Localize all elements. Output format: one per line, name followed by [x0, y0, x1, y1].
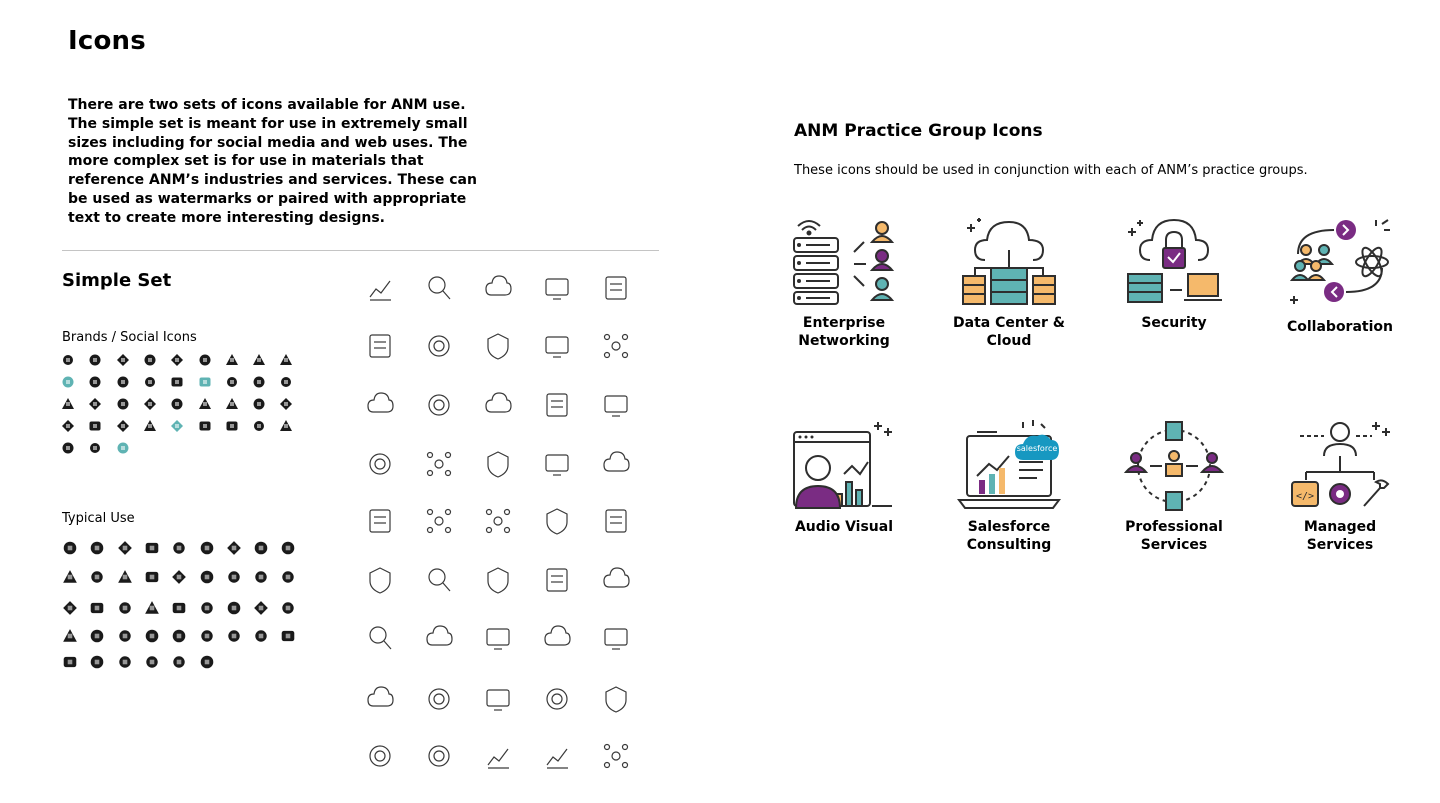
gear-icon: [117, 628, 133, 644]
screen-search-icon: [484, 390, 512, 420]
tree-icon: [88, 419, 102, 433]
bolt-icon: [117, 600, 133, 616]
image-icon: [171, 569, 187, 585]
shield-key-icon: [425, 565, 453, 595]
org-chart-icon: [602, 506, 630, 536]
battery-charge-icon: [484, 741, 512, 771]
pinterest-icon: [61, 397, 75, 411]
brands-social-label: Brands / Social Icons: [62, 330, 197, 345]
collaboration-icon: [1288, 214, 1392, 308]
list-icon: [89, 600, 105, 616]
angle-double-up-icon: [171, 654, 187, 670]
security-icon: [1122, 214, 1226, 308]
mobile-shop-icon: [602, 449, 630, 479]
antenna-tower-icon: [602, 741, 630, 771]
practice-group-label: Enterprise Networking: [798, 315, 890, 349]
messenger-icon: [88, 375, 102, 389]
chat-bubbles-icon: [543, 506, 571, 536]
email-cursor-icon: [484, 506, 512, 536]
simple-set-title: Simple Set: [62, 270, 172, 291]
undo-icon: [199, 628, 215, 644]
edge-icon: [170, 375, 184, 389]
paypal-icon: [252, 375, 266, 389]
practice-group-collaboration: [1270, 214, 1410, 336]
user-icon: [253, 540, 269, 556]
devices-icon: [543, 390, 571, 420]
laptop-icon: [144, 569, 160, 585]
practice-group-label: Salesforce Consulting: [966, 519, 1052, 553]
coffee-icon: [226, 540, 242, 556]
rss-icon: [89, 654, 105, 670]
practice-group-salesforce-consulting: [939, 418, 1079, 554]
page-title: Icons: [68, 26, 146, 56]
practice-group-label: Data Center & Cloud: [953, 315, 1065, 349]
salesforce-consulting-icon: [957, 418, 1061, 512]
pie-chart-icon: [117, 569, 133, 585]
cloud-monitor-icon: [366, 565, 394, 595]
calendar-check-icon: [62, 600, 78, 616]
practice-group-title: ANM Practice Group Icons: [794, 121, 1043, 141]
react-icon: [116, 397, 130, 411]
windows-icon: [279, 419, 293, 433]
professional-services-icon: [1122, 418, 1226, 512]
printer-icon: [484, 449, 512, 479]
network-devices-icon: [425, 331, 453, 361]
wikipedia-icon: [252, 419, 266, 433]
cloud-connect-icon: [602, 684, 630, 714]
transfer-arrows-icon: [366, 273, 394, 303]
bluetooth-icon: [198, 353, 212, 367]
intro-text: There are two sets of icons available for ANM use. The simple set is meant for use in extremely small sizes including for social media and web uses. The more complex set is for use in materials that reference ANM’s industries and services. These can be used as watermarks or paired with appropriate text to create more interesting designs.: [68, 97, 477, 226]
folder-icon: [199, 600, 215, 616]
managed-services-icon: [1288, 418, 1392, 512]
folder-open-icon: [171, 600, 187, 616]
schedule-icon: [425, 449, 453, 479]
decline-chart-icon: [602, 331, 630, 361]
plug-icon: [366, 741, 394, 771]
salesforce-badge-text: salesforce: [1016, 444, 1058, 453]
yelp-icon: [88, 441, 102, 455]
chrome-icon: [225, 353, 239, 367]
wifi-icon: [62, 654, 78, 670]
idea-network-icon: [543, 273, 571, 303]
industry-icon: [226, 569, 242, 585]
practice-group-security: [1104, 214, 1244, 332]
board-pointer-icon: [425, 390, 453, 420]
enterprise-networking-icon: [792, 214, 896, 308]
check-icon: [280, 628, 296, 644]
svg-text:</>: </>: [1295, 491, 1315, 502]
whatsapp-icon: [225, 419, 239, 433]
puzzle-icon: [88, 397, 102, 411]
globe-arrows-icon: [484, 565, 512, 595]
magnifier-icon: [366, 449, 394, 479]
angle-double-left-icon: [117, 654, 133, 670]
calendar-icon: [144, 600, 160, 616]
typical-use-label: Typical Use: [62, 511, 135, 526]
accessibility-icon: [61, 353, 75, 367]
angle-double-right-icon: [199, 654, 215, 670]
facebook-icon: [61, 375, 75, 389]
rocket-icon: [171, 540, 187, 556]
bug-icon: [543, 741, 571, 771]
html5-icon: [116, 375, 130, 389]
warning-icon: [89, 569, 105, 585]
divider: [62, 250, 659, 251]
video-icon: [280, 540, 296, 556]
vimeo-icon: [198, 419, 212, 433]
location-pin-icon: [366, 506, 394, 536]
angle-double-down-icon: [144, 654, 160, 670]
target-icon: [484, 273, 512, 303]
safari-icon: [170, 397, 184, 411]
chat-icon: [89, 628, 105, 644]
thumbs-up-icon: [425, 273, 453, 303]
practice-group-label: Professional Services: [1125, 519, 1223, 553]
practice-group-description: These icons should be used in conjunction with each of ANM’s practice groups.: [794, 163, 1308, 178]
presentation-icon: [484, 331, 512, 361]
php-icon: [279, 375, 293, 389]
bookmark-icon: [144, 628, 160, 644]
envelope-icon: [62, 540, 78, 556]
twitter-icon: [170, 419, 184, 433]
star-icon: [117, 540, 133, 556]
aws-icon: [143, 353, 157, 367]
practice-group-audio-visual: [774, 418, 914, 536]
wordpress-icon: [61, 441, 75, 455]
globe-icon: [199, 569, 215, 585]
chip-circuit-icon: [484, 684, 512, 714]
chart-board-icon: [425, 506, 453, 536]
practice-group-label: Security: [1141, 315, 1207, 331]
practice-group-managed-services: [1270, 418, 1410, 554]
phone-icon: [89, 540, 105, 556]
hub-nodes-icon: [543, 623, 571, 653]
data-center-cloud-icon: [957, 214, 1061, 308]
cloud-circuit-icon: [425, 623, 453, 653]
youtube-icon: [116, 441, 130, 455]
bullet-list-icon: [226, 600, 242, 616]
router-icon: [366, 684, 394, 714]
building-icon: [253, 569, 269, 585]
apple-icon: [116, 353, 130, 367]
plane-icon: [199, 540, 215, 556]
search-icon: [253, 628, 269, 644]
cloud-upload-icon: [366, 390, 394, 420]
book-icon: [253, 600, 269, 616]
slack-icon: [225, 397, 239, 411]
power-cycle-icon: [425, 741, 453, 771]
skype-icon: [252, 397, 266, 411]
android-icon: [88, 353, 102, 367]
dropbox-icon: [279, 353, 293, 367]
music-icon: [225, 375, 239, 389]
growth-chart-icon: [543, 331, 571, 361]
linkedin-icon: [198, 375, 212, 389]
hand-star-icon: [602, 623, 630, 653]
cart-icon: [543, 449, 571, 479]
server-stack-icon: [425, 684, 453, 714]
creative-commons-icon: [252, 353, 266, 367]
globe-icon: [543, 565, 571, 595]
practice-group-enterprise-networking: [774, 214, 914, 350]
cloud-icon: [280, 600, 296, 616]
reddit-icon: [143, 397, 157, 411]
star-badge-icon: [484, 623, 512, 653]
practice-group-data-center-cloud: [939, 214, 1079, 350]
map-icon: [280, 569, 296, 585]
cloud-download-icon: [62, 628, 78, 644]
instagram-icon: [143, 375, 157, 389]
practice-group-label: Managed Services: [1303, 519, 1377, 553]
heart-icon: [144, 540, 160, 556]
pie-chart-icon: [366, 331, 394, 361]
award-icon: [62, 569, 78, 585]
tumblr-icon: [143, 419, 157, 433]
molecule-icon: [543, 684, 571, 714]
hand-phone-icon: [602, 390, 630, 420]
world-grid-icon: [602, 565, 630, 595]
snapchat-icon: [61, 419, 75, 433]
practice-group-label: Audio Visual: [794, 519, 894, 535]
sync-icon: [171, 628, 187, 644]
time-refresh-icon: [366, 623, 394, 653]
health-clipboard-icon: [602, 273, 630, 303]
share-icon: [226, 628, 242, 644]
store-icon: [279, 397, 293, 411]
practice-group-professional-services: [1104, 418, 1244, 554]
trello-icon: [116, 419, 130, 433]
audio-visual-icon: [792, 418, 896, 512]
sketch-icon: [198, 397, 212, 411]
practice-group-label: Collaboration: [1286, 319, 1393, 335]
behance-icon: [170, 353, 184, 367]
